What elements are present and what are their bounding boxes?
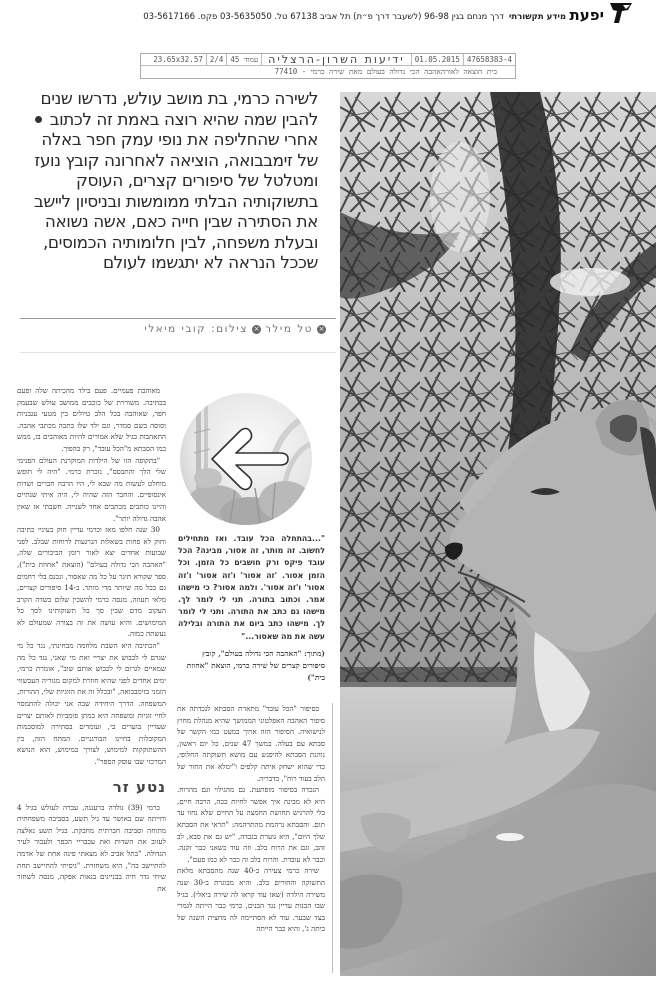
clipping-metadata [140, 53, 516, 79]
bullet-dot-icon [35, 116, 42, 123]
jungle-arrow-illustration [180, 393, 312, 525]
page-value: 45 [230, 55, 240, 64]
lioness-image [340, 92, 656, 976]
agency-name: יפעת [569, 6, 604, 24]
clipping-date: 01.05.2015 [411, 54, 463, 65]
article-lead [22, 88, 318, 273]
page-label: עמוד [243, 55, 259, 64]
page-number [226, 54, 261, 65]
divider [20, 318, 336, 319]
pull-quote-source: (מתוך: "האהבה הכי גדולה בעולם", קובץ סיפורים קצרים של שירה כרמי, הוצאת "אחוזת בית") [186, 649, 325, 682]
clipping-size: 23.65x32.57 [153, 55, 203, 64]
lioness-photo [340, 92, 656, 976]
yifat-logo-icon [608, 2, 634, 24]
body-paragraph: הנכדה בסיפור מופתעת. גם מהגילוי וגם מהרוח. היא לא מבינה איך אפשר לחיות ככה, הרבה חיים, בלי להרגיש תחושת החמצה על החיים שלא נחוו עד תום. והסבתא נרהמת מהתרהמה: "תראי את הסבתא שלך היום", היא גוערת בנכדה, "יש גם את סבא, לב זהב, וגם את הרוח בלב. וזה עוד כשאני כבר זקנה. וכבר לא עובדת. והרוח בלב זה כבר לא כמו פעם". [177, 785, 325, 864]
body-paragraph: 30 שנה חלפו מאז וכרמי עדיין חוק בעיניי כתיבה וחוק לא פחות בשאלות הנרגעות לרוחות שבלב. לפני שבועות אחדים יצא לאור רומן הביכורים שלה, "האהבה הכי גדולה בעולם" (הוצאת "אחוזת בית"), ספר שקורא תיגר על כל מה שאסור, ונכנס בלי רחמים גם בכל מה שיותר מדי מותר. ב-14 סיפורים קצרים, מלאי תעוזה, מנסה כרמי להשכין שלום בשדה הקרב העקוב מדם שבין סך כל תשוקותינו לסך כל המימושים. והיא עושה את זה בצורה שמעולם לא נעשתה כמוה. [17, 525, 166, 639]
clipping-subtitle: בית הוצאה לאורהאהבה הכי גדולה בעולם מאת שירה כרמי - 77410 [274, 67, 497, 76]
clipping-id: 47658383-4 [463, 54, 515, 65]
agency-header [0, 0, 656, 32]
column-divider [332, 703, 333, 973]
publication-name: ידיעות השרון-הרצליה [261, 54, 411, 65]
lead-part-2: אחרי שהחליפה את נופי עמק חפר באלה של זימבבואה, הוציאה לאחרונה קובץ נועז ומטלטל של סיפורים קצרים, העוסק בתשוקותיה הבלתי ממומשות ובניסיון ליישב את הסתירה שבין חייה כאם, אשה נשואה ובעלת משפחה, לבין חלומותיה הכמוסים, שככל הנראה לא יתגשמו לעולם [34, 129, 318, 272]
divider [20, 352, 336, 353]
arrow-left-icon [180, 393, 312, 525]
body-paragraph: כרמי (39) נולדה ברעננה, עברה לעולש בגיל 4 וחייתה שם באושר עד גיל תשע, בסביבה משפחתית מתוחה וסביבה חברתית מחבקת. בגיל תשע נאלצה לעזוב את השדות ואת עכבריי הכפר ולעבור לעיר הגדולה. "בתל אביב לא מצאתי פינה אחת של אדמה להתיישב בה", היא משחזרת. "ניסיתי להתיישב תחת שיחי גדר חיה בבניינים בגאות אפקה, מנסה לשחזר את [17, 802, 166, 893]
body-paragraph: מאוהבת פעמיים. פעם בילד מהכיתה שלה ופעם בכתיבה. משוררת של כוכבים ממושב עולש שבעמק חפר, שאוהבה בכל הלב טיולים בין מטעי עגבניות וסוסה בשם סמדר, וגם ילד שלו כתבה מכתבי אהבה. התאהבות בגיל שלא אמורים להיות מאוהבים בו, ממש כמו הסבתא מ"הכל עובד", רק בהפוך. [17, 386, 166, 453]
section-subhead: נטע זר [112, 777, 166, 796]
body-column-left [17, 385, 166, 894]
body-paragraph: "בתקופה הזו של הילדות המוקרנת העולם הפנימי שלי הלך והתבסס", נזכרת כרמי. "היה לי חופש מוחלט לעשות מה שבא לי, היו הרבה חברים ושדות אינסופיים. והחבר הזה שהיה לי, היה איתי שנתיים והיינו כותבים מכתבים אחד לשנייה. חשבתי אז שאין אהבה גדולה יותר". [17, 455, 166, 523]
body-column-middle [177, 703, 325, 935]
byline-bullet-icon: × [253, 324, 260, 333]
agency-tagline: מידע תקשורתי [508, 12, 566, 22]
photo-credit: צילום: קובי מיאלי [144, 323, 248, 335]
lead-part-1: לשירה כרמי, בת מושב עולש, נדרשו שנים להבין שמה שהיא רוצה באמת זה לכתוב [40, 88, 318, 129]
byline [20, 323, 336, 335]
body-paragraph: "הכתיבה היא השבת מלחמה מבחינתי, נגד כל מי שגרם לי לכבוש את יצריי ואת מי שאני, נגד כל מה שמאיים לגרום לי לכבוש אותם שוב", אומרת כרמי, ימים אחדים לפני שהיא חוזרת למקום מגוריה העכשווי הזמני בזימבבואה, "ובכלל זה את הזוגיות שלי, ההורות, המשפחה. הדרך היחידה שבה אני יכולה להתמסר לחיי זוגיות ומשפחה היא במתן פומביות לאותם יצרים שעדיין בוערים בי, ועומדים בסתירה למוסכמות המקובלות בחיינו הבורגניים. המתח הזה, בין ההשתוקקות למימוש, לצורך במימוש, הוא הנושא המרכזי שבו עוסק הספר". [17, 641, 166, 766]
agency-address: דרך מנחם בגין 96-98 (לשעבר דרך פ״ת) תל אביב 67138 טל. 03-5635050 פקס. 03-5617166 [143, 12, 504, 22]
page-fraction: 2/4 [206, 54, 227, 65]
pull-quote: "...בהתחלה הכל עובד. ואז מתחילים לחשוב. זה מותר, זה אסור, מבינה? הכל עובד פיקס ורק חושבים כל הזמן. וכל הזמן אסור. 'זה אסור' ו'זה אסור' ו'זה אסור' ו'זה אסור'. ולמה אסור? כי מישהו אמר. וכתוב בתורה. תני לי לומר לך. מישהו גם כתב את התורה. ותני לי לומר לך. מישהו כתב ביום את התורה ובלילה עשה את מה שאסור..." [178, 534, 325, 641]
body-paragraph: בסיפור "הכל עובד" מתארת הסבתא לנכדתה את סיפור האהבה האפלטוני הממושך שהיא מנהלת מחוץ לנישואיה. הסיפור הזה ארוך במעט כמו הקשר של סבתא עם בעלה. במשך 47 שנים, כל יום ראשון, נוהגת הסבתא להיפגש עם מושא תשוקתה החלופי, כדי שהוא ישחק איתה קלפים ו"ימלא את החור של הלב בעוד רוח", כדבריה. [177, 704, 325, 783]
byline-bullet-icon: × [318, 324, 325, 333]
body-paragraph: שירה כרמי צעירה ב-40 שנה מהסבתא מלאת התשוקה והחורים בלב. והיא מבוגרת ב-30 שנה משירה הילדה (שאז עוד קראו לה שירה ביאלי). בגיל שבו הבנות עדיין נגד הבנים, כרמי כבר הייתה לגמרי בצד שבער. עוד לא הסתיימה לה מחצית השנה של כיתה ג', והיא כבר הייתה [177, 866, 325, 934]
author-name: טל מילר [265, 323, 313, 335]
